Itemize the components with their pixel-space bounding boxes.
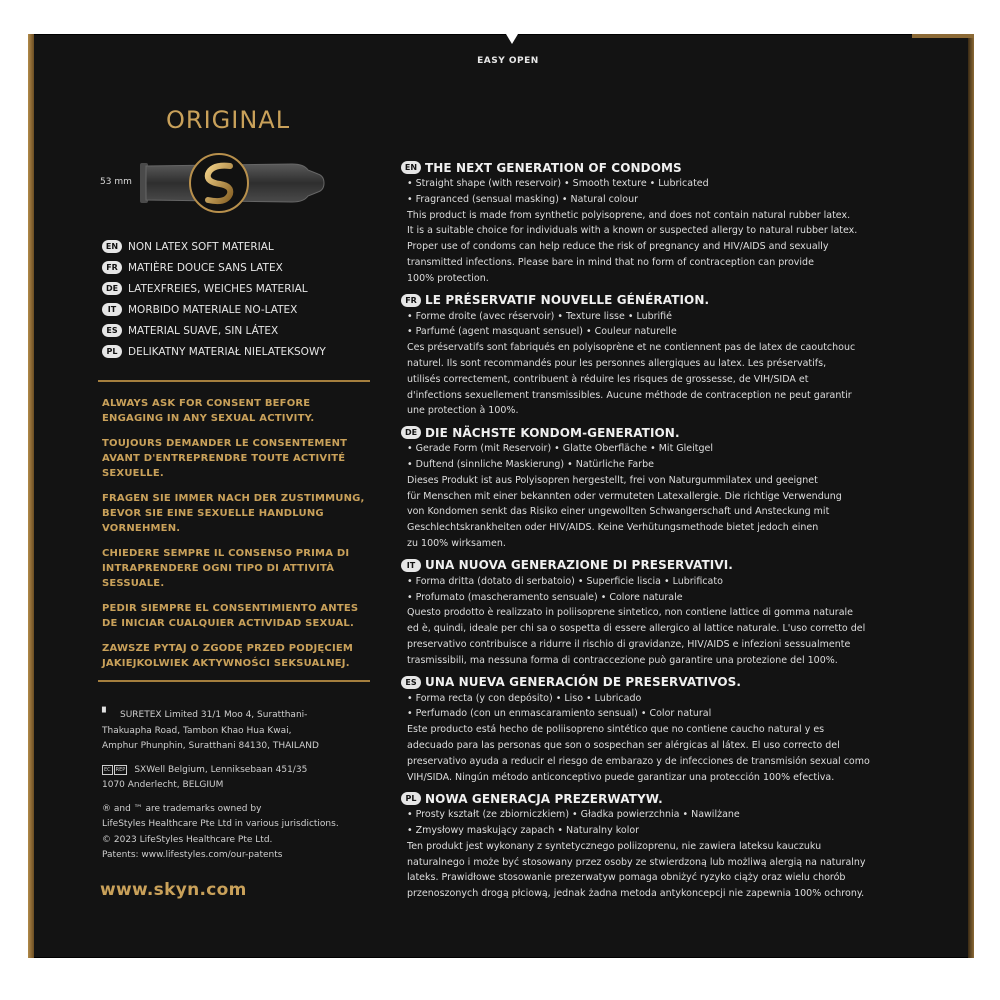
- feature-line: • Gerade Form (mit Reservoir) • Glatte Oberfläche • Mit Gleitgel: [407, 443, 714, 455]
- feature-line: • Perfumado (con un enmascaramiento sensual) • Color natural: [407, 708, 712, 720]
- language-badge: IT: [102, 303, 122, 316]
- easy-open-notch-icon[interactable]: [506, 34, 518, 44]
- consent-text: TOUJOURS DEMANDER LE CONSENTEMENT AVANT D'ENTREPRENDRE TOUTE ACTIVITÉ SEXUELLE.: [102, 438, 348, 479]
- website-link[interactable]: www.skyn.com: [100, 880, 247, 900]
- section-it: [401, 557, 939, 669]
- box-right-edge: [968, 34, 974, 958]
- language-badge: EN: [401, 161, 421, 174]
- section-en: [401, 159, 939, 287]
- box-left-edge: [28, 34, 34, 958]
- language-badge: PL: [102, 345, 122, 358]
- section-es: [401, 674, 939, 786]
- size-label: 53 mm: [100, 177, 132, 187]
- feature-line: • Duftend (sinnliche Maskierung) • Natürliche Farbe: [407, 458, 654, 470]
- material-text: LATEXFREIES, WEICHES MATERIAL: [128, 282, 308, 295]
- material-item: [102, 299, 382, 320]
- language-badge: EN: [102, 240, 122, 253]
- product-name: ORIGINAL: [166, 106, 291, 134]
- condom-illustration-icon: [132, 148, 328, 218]
- section-title: UNA NUEVA GENERACIÓN DE PRESERVATIVOS.: [425, 675, 742, 690]
- legal-info: [102, 708, 382, 864]
- patents-link[interactable]: Patents: www.lifestyles.com/our-patents: [102, 850, 283, 860]
- rep-line: 1070 Anderlecht, BELGIUM: [102, 780, 224, 790]
- material-text: MORBIDO MATERIALE NO-LATEX: [128, 303, 298, 316]
- easy-open-label: EASY OPEN: [477, 56, 539, 66]
- material-text: DELIKATNY MATERIAŁ NIELATEKSOWY: [128, 345, 326, 358]
- material-list: [102, 236, 382, 362]
- language-badge: FR: [102, 261, 122, 274]
- language-badge: ES: [102, 324, 122, 337]
- section-title: DIE NÄCHSTE KONDOM-GENERATION.: [425, 425, 680, 440]
- feature-line: • Parfumé (agent masquant sensuel) • Couleur naturelle: [407, 326, 677, 338]
- feature-line: • Profumato (mascheramento sensuale) • Colore naturale: [407, 591, 683, 603]
- consent-text: PEDIR SIEMPRE EL CONSENTIMIENTO ANTES DE INICIAR CUALQUIER ACTIVIDAD SEXUAL.: [102, 603, 359, 629]
- material-text: MATERIAL SUAVE, SIN LÁTEX: [128, 324, 279, 337]
- feature-line: • Forma dritta (dotato di serbatoio) • Superficie liscia • Lubrificato: [407, 575, 723, 587]
- trademark-line: © 2023 LifeStyles Healthcare Pte Ltd.: [102, 834, 273, 845]
- section-body: This product is made from synthetic polyisoprene, and does not contain natural rubber latex. It is a suitable choice for individuals with a known or suspected allergy to natural rubber latex. Proper use of condoms can help reduce the risk of pregnancy and HIV/AIDS and sexually transmitted infections. Please bare in mind that no form of contraception can provide 100% protection.: [407, 209, 858, 284]
- language-badge: IT: [401, 559, 421, 572]
- section-pl: [401, 790, 939, 902]
- ec-rep-icon: EC REP: [104, 766, 126, 773]
- section-body: Ten produkt jest wykonany z syntetycznego poliizoprenu, nie zawiera lateksu kauczuku naturalnego i może być stosowany przez osoby ze stwierdzoną lub możliwą alergią na naturalny lateks. Prawidłowe stosowanie prezerwatyw pomaga obniżyć ryzyko ciąży oraz wielu chorób przenoszonych drogą płciową, jednak żadna metoda antykoncepcji nie zapewnia 100% ochrony.: [407, 840, 866, 900]
- box-top-edge: [912, 34, 974, 38]
- manufacturer-line: Amphur Phunphin, Suratthani 84130, THAILAND: [102, 741, 319, 751]
- ec-rep-block: [102, 763, 382, 779]
- material-item: [102, 278, 382, 299]
- section-fr: [401, 292, 939, 420]
- manufacturer-line: Thakuapha Road, Tambon Khao Hua Kwai,: [102, 725, 292, 736]
- section-body: Ces préservatifs sont fabriqués en polyisoprène et ne contiennent pas de latex de caoutchouc naturel. Ils sont recommandés pour les personnes allergiques au latex. Les préservatifs, utilisés correctement, contribuent à réduire les risques de grossesse, de VIH/SIDA et d'infections sexuellement transmissibles. Aucune méthode de contraception ne peut garantir une protection à 100%.: [407, 342, 856, 417]
- manufacturer-line: SURETEX Limited 31/1 Moo 4, Suratthani-: [120, 710, 308, 720]
- consent-text: CHIEDERE SEMPRE IL CONSENSO PRIMA DI INTRAPRENDERE OGNI TIPO DI ATTIVITÀ SESSUALE.: [102, 548, 350, 589]
- manufacturer-block: [102, 708, 382, 724]
- consent-text: FRAGEN SIE IMMER NACH DER ZUSTIMMUNG, BEVOR SIE EINE SEXUELLE HANDLUNG VORNEHMEN.: [102, 493, 365, 534]
- feature-line: • Forme droite (avec réservoir) • Texture lisse • Lubrifié: [407, 310, 673, 322]
- consent-text: ZAWSZE PYTAJ O ZGODĘ PRZED PODJĘCIEM JAKIEJKOLWIEK AKTYWNOŚCI SEKSUALNEJ.: [102, 643, 354, 669]
- feature-line: • Straight shape (with reservoir) • Smooth texture • Lubricated: [407, 178, 709, 189]
- section-title: THE NEXT GENERATION OF CONDOMS: [425, 160, 682, 175]
- section-body: Questo prodotto è realizzato in poliisoprene sintetico, non contiene lattice di gomma naturale ed è, quindi, ideale per chi sa o sospetta di essere allergico al lattice naturale. L'uso corretto del preservativo contribuisce a ridurre il rischio di gravidanze, HIV/AIDS e infezioni sessualmente trasmissibili, ma nessuna forma di contraccezione può garantire una protezione del 100%.: [407, 607, 866, 666]
- section-title: LE PRÉSERVATIF NOUVELLE GÉNÉRATION.: [425, 293, 710, 308]
- language-badge: FR: [401, 294, 421, 307]
- feature-line: • Prosty kształt (ze zbiorniczkiem) • Gładka powierzchnia • Nawilżane: [407, 809, 740, 821]
- material-item: [102, 257, 382, 278]
- section-body: Dieses Produkt ist aus Polyisopren hergestellt, frei von Naturgummilatex und geeignet für Menschen mit einer bekannten oder vermuteten Latexallergie. Die richtige Verwendung von Kondomen senkt das Risiko einer ungewollten Schwangerschaft und Ansteckung mit Geschlechtskrankheiten oder HIV/AIDS. Keine Verhütungsmethode bietet jedoch einen zu 100% wirksamen.: [407, 474, 842, 549]
- section-de: [401, 424, 939, 552]
- material-text: MATIÈRE DOUCE SANS LATEX: [128, 261, 283, 274]
- rep-line: SXWell Belgium, Lenniksebaan 451/35: [134, 764, 308, 775]
- consent-block: [102, 396, 374, 681]
- material-item: [102, 320, 382, 341]
- feature-line: • Fragranced (sensual masking) • Natural colour: [407, 193, 639, 205]
- language-badge: PL: [401, 792, 421, 805]
- divider: [98, 680, 370, 682]
- consent-text: ALWAYS ASK FOR CONSENT BEFORE ENGAGING IN ANY SEXUAL ACTIVITY.: [102, 398, 315, 424]
- description-column: [401, 159, 939, 907]
- feature-line: • Zmysłowy maskujący zapach • Naturalny kolor: [407, 825, 640, 837]
- trademark-line: ® and ™ are trademarks owned by: [102, 803, 262, 814]
- section-title: UNA NUOVA GENERAZIONE DI PRESERVATIVI.: [425, 558, 733, 573]
- material-item: [102, 236, 382, 257]
- trademark-line: LifeStyles Healthcare Pte Ltd in various jurisdictions.: [102, 819, 339, 829]
- section-body: Este producto está hecho de poliisopreno sintético que no contiene caucho natural y es adecuado para las personas que son o sospechan ser alérgicas al látex. El uso correcto del preservativo ayuda a reducir el riesgo de embarazo y de infecciones de transmisión sexual como VIH/SIDA. Ningún método anticonceptivo puede garantizar una protección 100% efectiva.: [407, 724, 870, 783]
- language-badge: ES: [401, 676, 421, 689]
- factory-icon: ▘: [102, 708, 110, 719]
- section-title: NOWA GENERACJA PREZERWATYW.: [425, 791, 663, 806]
- material-text: NON LATEX SOFT MATERIAL: [128, 240, 274, 253]
- material-item: [102, 341, 382, 362]
- feature-line: • Forma recta (y con depósito) • Liso • Lubricado: [407, 692, 642, 704]
- language-badge: DE: [102, 282, 122, 295]
- language-badge: DE: [401, 426, 421, 439]
- divider: [98, 380, 370, 382]
